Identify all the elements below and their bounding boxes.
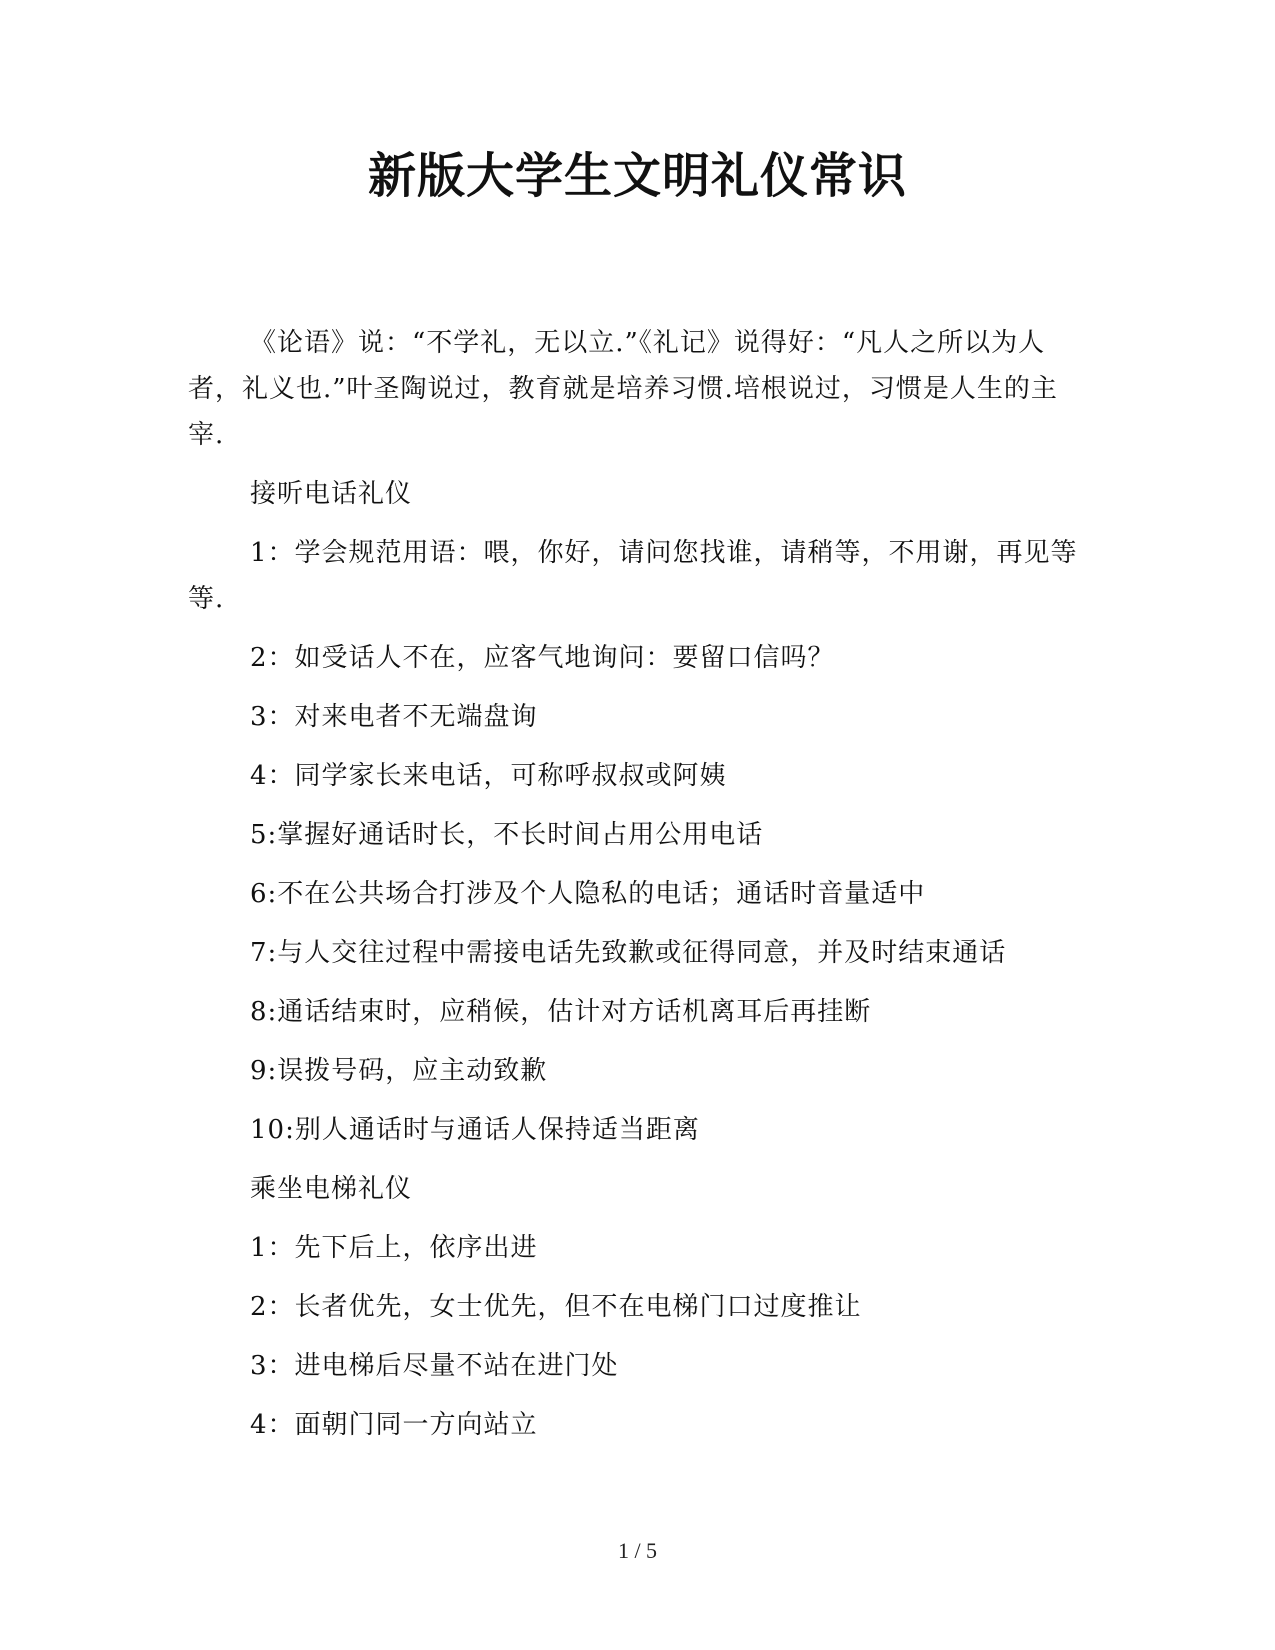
page-number: 1 / 5 bbox=[617, 1538, 658, 1563]
list-item: 1：学会规范用语：喂，你好，请问您找谁，请稍等，不用谢，再见等等. bbox=[188, 538, 1078, 614]
document-title: 新版大学生文明礼仪常识 bbox=[367, 148, 907, 204]
list-item: 8:通话结束时，应稍候，估计对方话机离耳后再挂断 bbox=[250, 997, 872, 1027]
list-item: 6:不在公共场合打涉及个人隐私的电话；通话时音量适中 bbox=[250, 879, 926, 909]
list-item: 9:误拨号码，应主动致歉 bbox=[250, 1056, 548, 1086]
list-item: 1：先下后上，依序出进 bbox=[250, 1233, 538, 1263]
list-item: 3：进电梯后尽量不站在进门处 bbox=[250, 1351, 619, 1381]
list-item: 2：长者优先，女士优先，但不在电梯门口过度推让 bbox=[250, 1292, 862, 1322]
list-item: 7:与人交往过程中需接电话先致歉或征得同意，并及时结束通话 bbox=[250, 938, 1007, 968]
section-heading-phone: 接听电话礼仪 bbox=[250, 479, 413, 509]
list-item: 2：如受话人不在，应客气地询问：要留口信吗？ bbox=[250, 643, 835, 673]
section-heading-elevator: 乘坐电梯礼仪 bbox=[250, 1174, 413, 1204]
list-item: 5:掌握好通话时长，不长时间占用公用电话 bbox=[250, 820, 764, 850]
list-item: 10:别人通话时与通话人保持适当距离 bbox=[250, 1115, 700, 1145]
document-body bbox=[188, 320, 1088, 1461]
paragraph-intro: 《论语》说：“不学礼，无以立.”《礼记》说得好：“凡人之所以为人者，礼义也.”叶圣陶说过，教育就是培养习惯.培根说过，习惯是人生的主宰. bbox=[188, 328, 1058, 450]
list-item: 4：同学家长来电话，可称呼叔叔或阿姨 bbox=[250, 761, 727, 791]
list-item: 3：对来电者不无端盘询 bbox=[250, 702, 538, 732]
list-item: 4：面朝门同一方向站立 bbox=[250, 1410, 538, 1440]
